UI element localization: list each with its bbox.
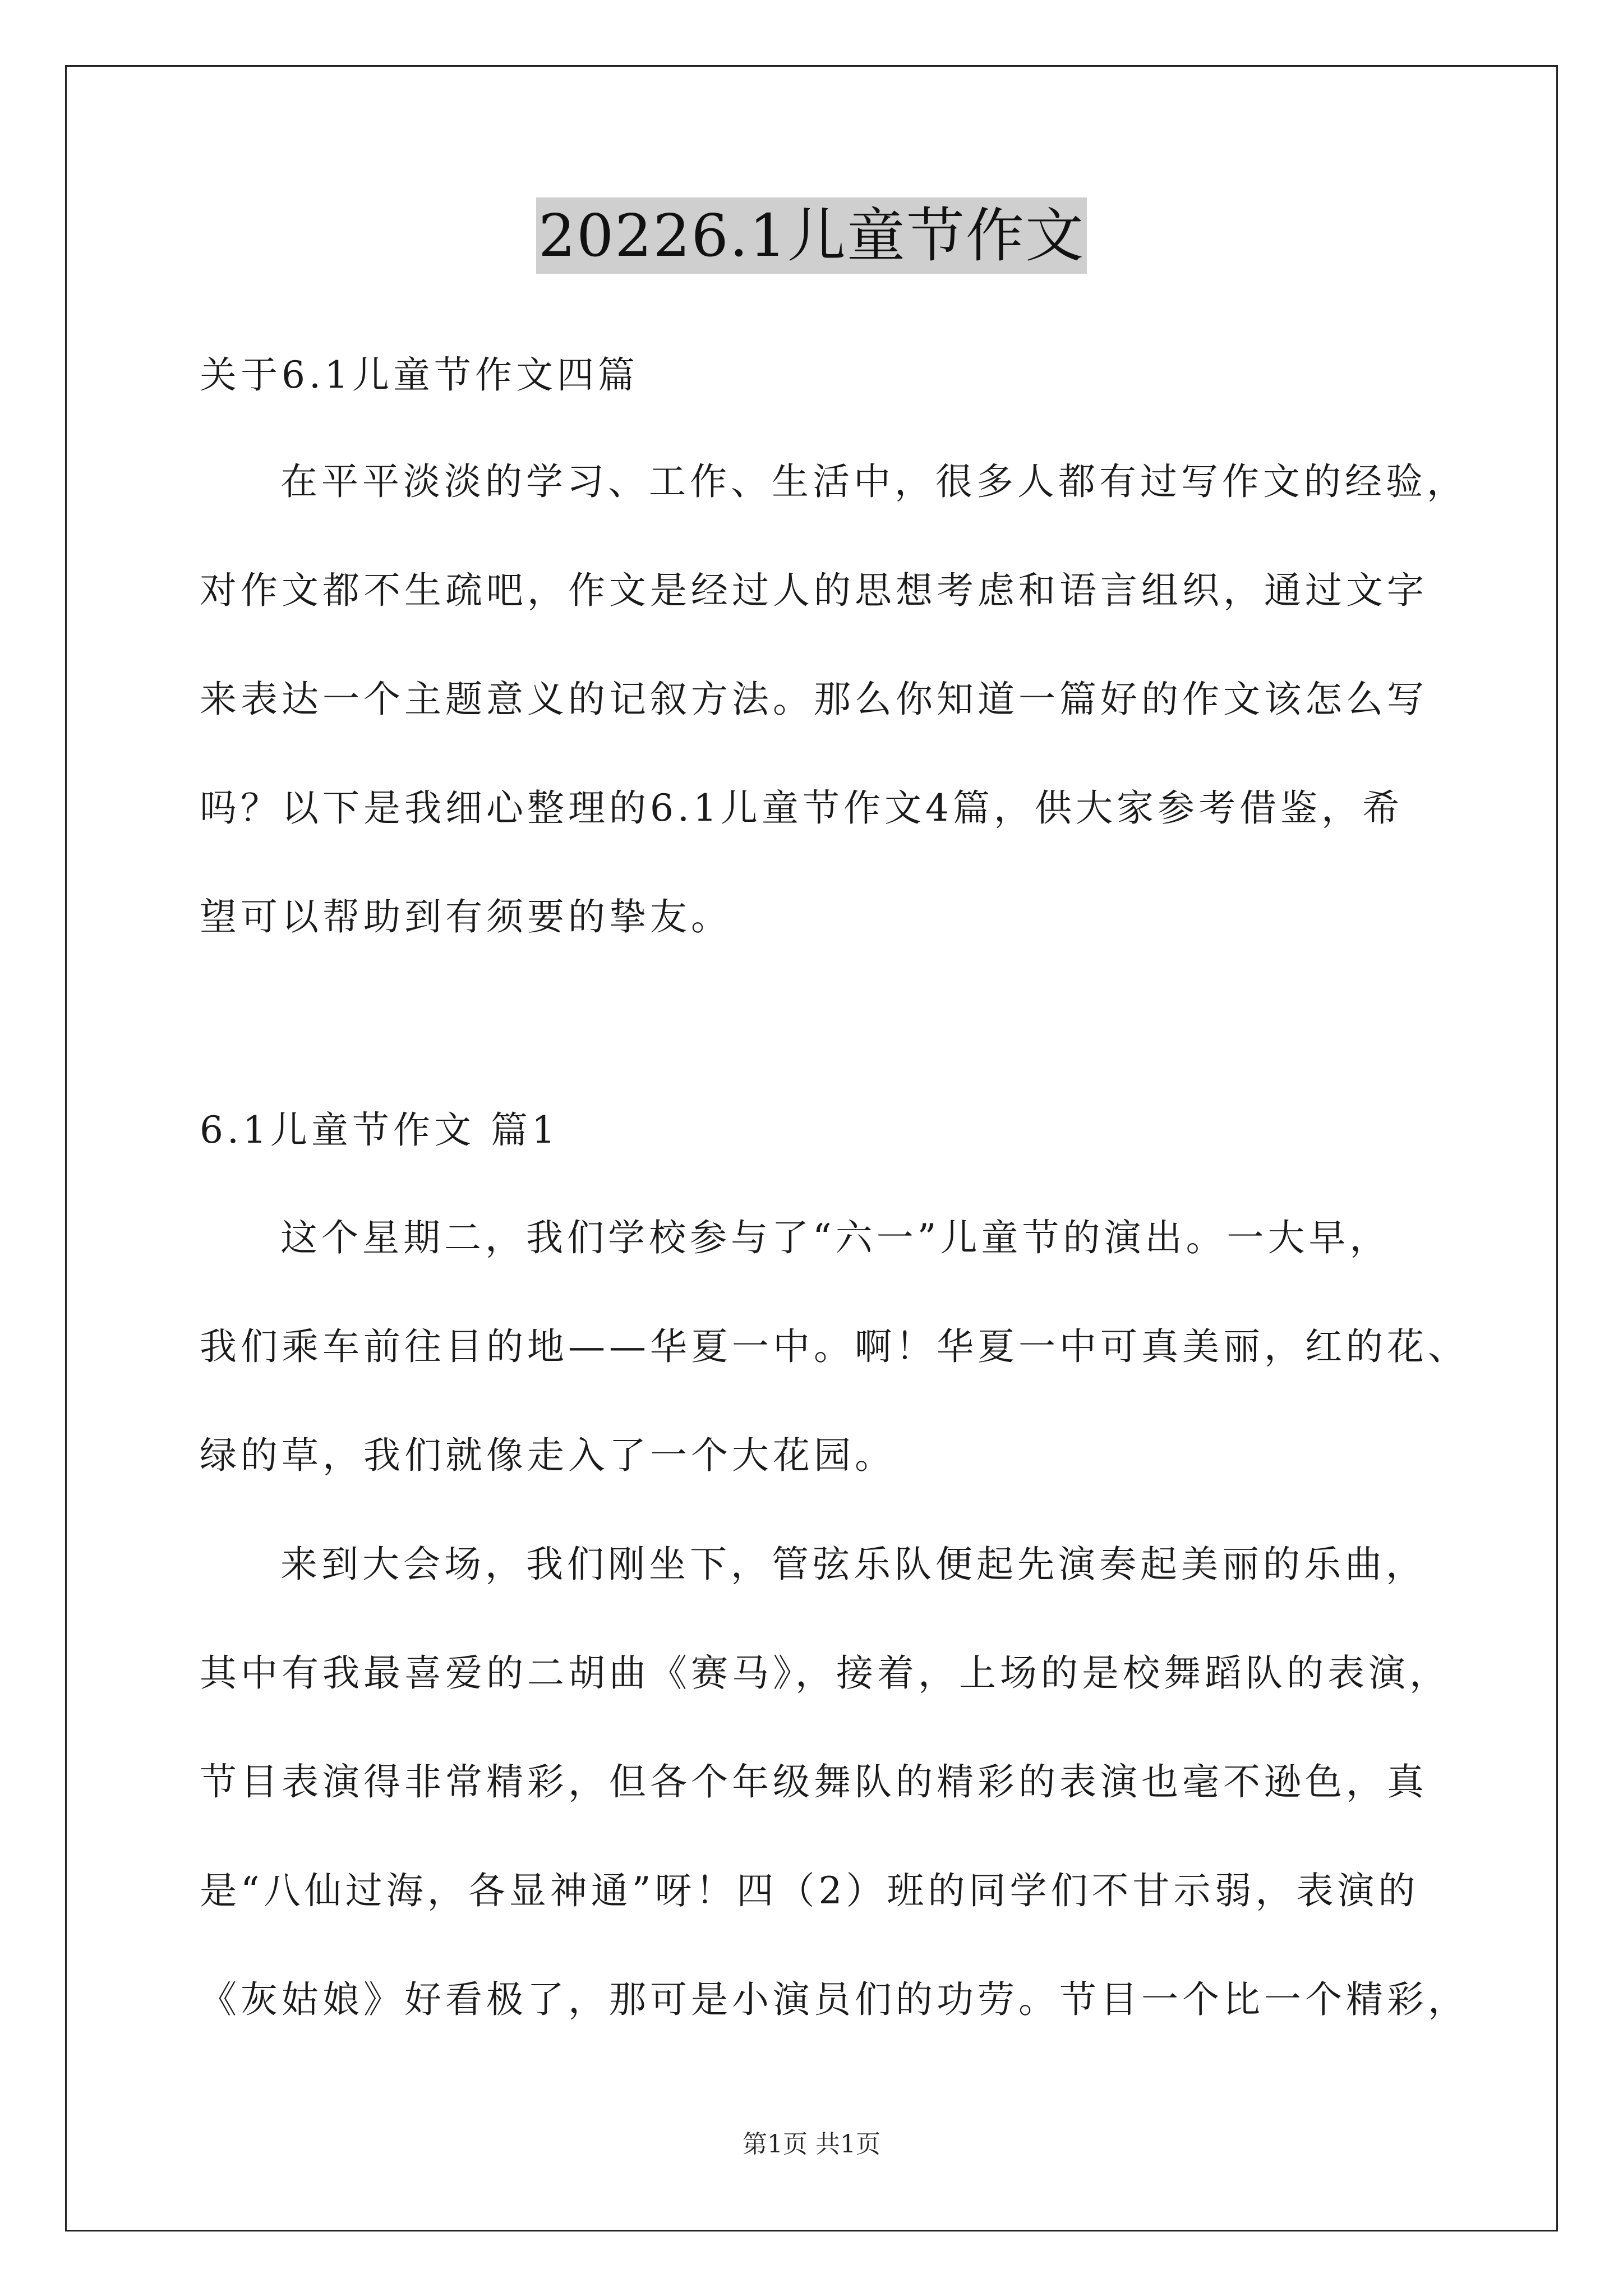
paragraph-line[interactable]: 这个星期二，我们学校参与了“六一”儿童节的演出。一大早， [280, 1216, 1391, 1259]
paragraph-line[interactable]: 节目表演得非常精彩，但各个年级舞队的精彩的表演也毫不逊色，真 [200, 1760, 1428, 1803]
paragraph-line[interactable]: 绿的草，我们就像走入了一个大花园。 [200, 1434, 896, 1477]
document-subtitle[interactable]: 关于6.1儿童节作文四篇 [200, 353, 639, 397]
intro-line[interactable]: 望可以帮助到有须要的挚友。 [200, 895, 732, 938]
intro-line[interactable]: 在平平淡淡的学习、工作、生活中，很多人都有过写作文的经验， [280, 460, 1468, 503]
paragraph-line[interactable]: 《灰姑娘》好看极了，那可是小演员们的功劳。节目一个比一个精彩， [200, 1978, 1469, 2021]
paragraph-line[interactable]: 来到大会场，我们刚坐下，管弦乐队便起先演奏起美丽的乐曲， [280, 1543, 1427, 1586]
intro-line[interactable]: 来表达一个主题意义的记叙方法。那么你知道一篇好的作文该怎么写 [200, 678, 1428, 721]
intro-line[interactable]: 吗？以下是我细心整理的6.1儿童节作文4篇，供大家参考借鉴，希 [200, 786, 1403, 830]
page-footer: 第1页 共1页 [743, 2130, 880, 2159]
intro-line[interactable]: 对作文都不生疏吧，作文是经过人的思想考虑和语言组织，通过文字 [200, 569, 1428, 612]
paragraph-line[interactable]: 其中有我最喜爱的二胡曲《赛马》，接着，上场的是校舞蹈队的表演， [200, 1651, 1450, 1695]
paragraph-line[interactable]: 是“八仙过海，各显神通”呀！四（2）班的同学们不甘示弱，表演的 [200, 1869, 1419, 1912]
paragraph-line[interactable]: 我们乘车前往目的地——华夏一中。啊！华夏一中可真美丽，红的花、 [200, 1325, 1469, 1368]
section-heading[interactable]: 6.1儿童节作文 篇1 [200, 1108, 559, 1152]
title-container [0, 197, 1623, 274]
document-title[interactable]: 20226.1儿童节作文 [536, 197, 1087, 274]
